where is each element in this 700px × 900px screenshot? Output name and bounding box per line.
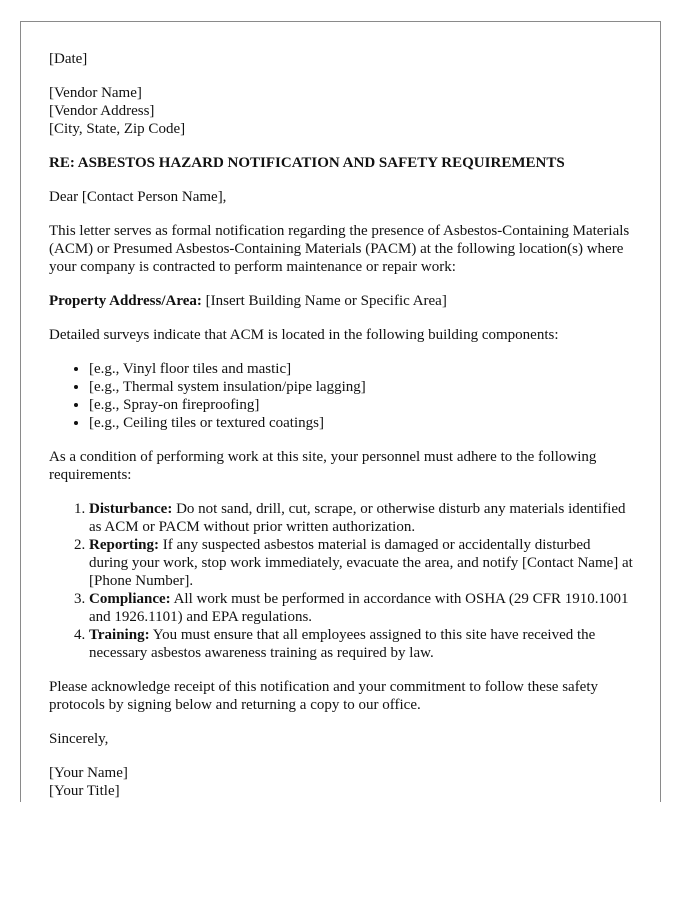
- letter-date: [Date]: [49, 51, 88, 67]
- requirement-label: Reporting:: [89, 537, 159, 553]
- list-item: • [e.g., Ceiling tiles or textured coatings]: [89, 414, 633, 432]
- surveys-paragraph: Detailed surveys indicate that ACM is located in the following building components:: [49, 327, 559, 343]
- vendor-name: [Vendor Name]: [49, 85, 142, 101]
- property-address-label: Property Address/Area:: [49, 293, 202, 309]
- requirement-item: [89, 590, 633, 626]
- acknowledge-paragraph: Please acknowledge receipt of this notification and your commitment to follow these safety protocols by signing below and returning a copy to our office.: [49, 679, 599, 713]
- requirement-label: Training:: [89, 627, 150, 643]
- subject-line: RE: ASBESTOS HAZARD NOTIFICATION AND SAFETY REQUIREMENTS: [49, 155, 565, 171]
- vendor-address-block: [49, 84, 633, 138]
- requirement-item: [89, 536, 633, 590]
- property-address-value: [Insert Building Name or Specific Area]: [201, 293, 447, 309]
- letter-page: [20, 21, 661, 802]
- requirement-text: You must ensure that all employees assigned to this site have received the necessary asbestos awareness training as required by law.: [89, 627, 596, 661]
- condition-paragraph: As a condition of performing work at this site, your personnel must adhere to the following requirements:: [49, 449, 597, 483]
- list-item: • [e.g., Spray-on fireproofing]: [89, 396, 633, 414]
- list-item: • [e.g., Vinyl floor tiles and mastic]: [89, 360, 633, 378]
- requirement-text: If any suspected asbestos material is damaged or accidentally disturbed during your work, stop work immediately, evacuate the area, and notify [Contact Name] at [Phone Number].: [89, 537, 633, 589]
- property-address-paragraph: [49, 292, 633, 310]
- your-name: [Your Name]: [49, 765, 128, 781]
- requirement-item: [89, 626, 633, 662]
- requirement-item: [89, 500, 633, 536]
- salutation: Dear [Contact Person Name],: [49, 189, 227, 205]
- vendor-city-state-zip: [City, State, Zip Code]: [49, 121, 186, 137]
- requirements-list: [49, 500, 633, 662]
- vendor-address: [Vendor Address]: [49, 103, 155, 119]
- requirement-label: Disturbance:: [89, 501, 173, 517]
- requirement-label: Compliance:: [89, 591, 171, 607]
- requirement-text: Do not sand, drill, cut, scrape, or otherwise disturb any materials identified as ACM or PACM without prior written authorization.: [89, 501, 626, 535]
- your-title: [Your Title]: [49, 783, 120, 799]
- acm-components-list: [49, 360, 633, 432]
- closing: Sincerely,: [49, 731, 109, 747]
- signature-block: [49, 764, 633, 800]
- requirement-text: All work must be performed in accordance with OSHA (29 CFR 1910.1001 and 1926.1101) and EPA regulations.: [89, 591, 629, 625]
- list-item: • [e.g., Thermal system insulation/pipe lagging]: [89, 378, 633, 396]
- intro-paragraph: This letter serves as formal notification regarding the presence of Asbestos-Containing Materials (ACM) or Presumed Asbestos-Containing Materials (PACM) at the following location(s) where your company is contracted to perform maintenance or repair work:: [49, 223, 630, 275]
